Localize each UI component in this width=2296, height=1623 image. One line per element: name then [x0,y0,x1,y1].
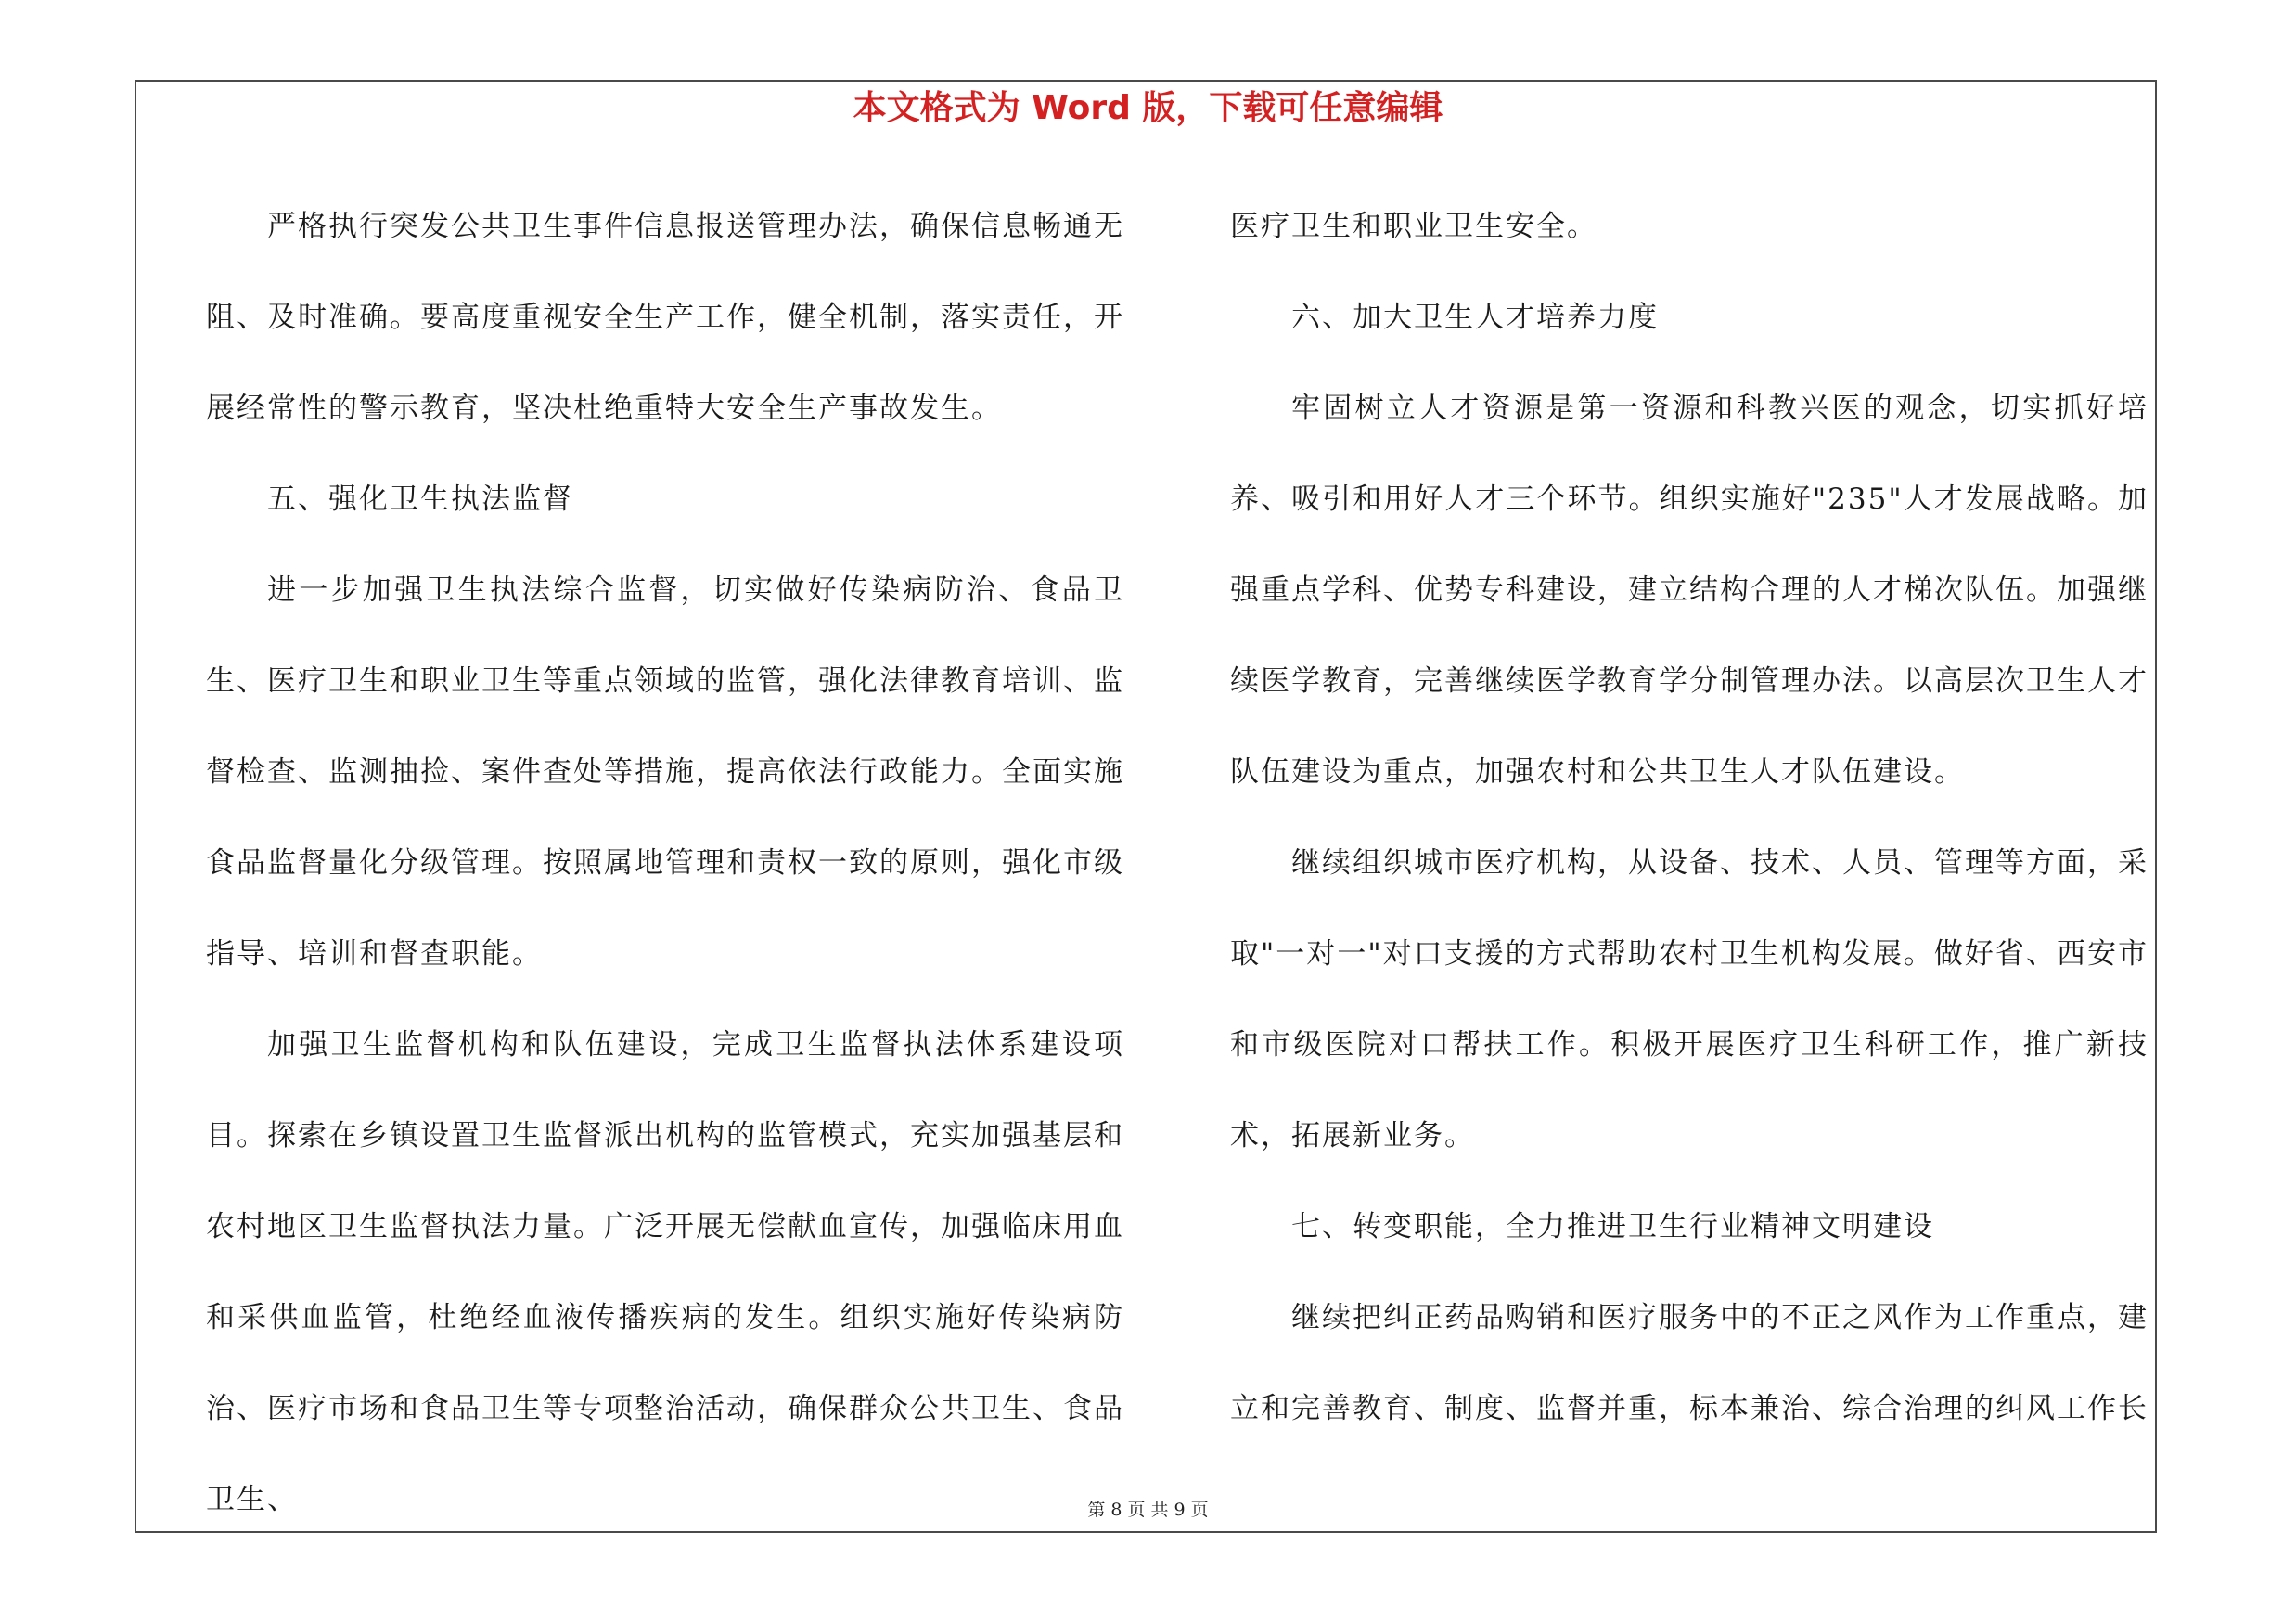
section-heading: 七、转变职能，全力推进卫生行业精神文明建设 [1291,1210,1934,1243]
right-column [1230,181,2148,1454]
left-column [206,181,1124,1545]
section-heading: 五、强化卫生执法监督 [267,483,573,516]
paragraph: 继续组织城市医疗机构，从设备、技术、人员、管理等方面，采取"一对一"对口支援的方式帮助农村卫生机构发展。做好省、西安市和市级医院对口帮扶工作。积极开展医疗卫生科研工作，推广新技术，拓展新业务。 [1230,846,2148,1153]
word-format-banner: 本文格式为 Word 版，下载可任意编辑 [853,89,1443,127]
paragraph: 加强卫生监督机构和队伍建设，完成卫生监督执法体系建设项目。探索在乡镇设置卫生监督派出机构的监管模式，充实加强基层和农村地区卫生监督执法力量。广泛开展无偿献血宣传，加强临床用血和采供血监管，杜绝经血液传播疾病的发生。组织实施好传染病防治、医疗市场和食品卫生等专项整治活动，确保群众公共卫生、食品卫生、 [206,1028,1124,1516]
paragraph: 继续把纠正药品购销和医疗服务中的不正之风作为工作重点，建立和完善教育、制度、监督并重，标本兼治、综合治理的纠风工作长 [1230,1301,2148,1425]
paragraph-continued: 医疗卫生和职业卫生安全。 [1230,210,1597,243]
page-number: 第 8 页 共 9 页 [1087,1500,1209,1520]
paragraph: 严格执行突发公共卫生事件信息报送管理办法，确保信息畅通无阻、及时准确。要高度重视安全生产工作，健全机制，落实责任，开展经常性的警示教育，坚决杜绝重特大安全生产事故发生。 [206,210,1124,425]
paragraph: 进一步加强卫生执法综合监督，切实做好传染病防治、食品卫生、医疗卫生和职业卫生等重点领域的监管，强化法律教育培训、监督检查、监测抽捡、案件查处等措施，提高依法行政能力。全面实施食品监督量化分级管理。按照属地管理和责权一致的原则，强化市级指导、培训和督查职能。 [206,573,1124,971]
paragraph: 牢固树立人才资源是第一资源和科教兴医的观念，切实抓好培养、吸引和用好人才三个环节。组织实施好"235"人才发展战略。加强重点学科、优势专科建设，建立结构合理的人才梯次队伍。加强继续医学教育，完善继续医学教育学分制管理办法。以高层次卫生人才队伍建设为重点，加强农村和公共卫生人才队伍建设。 [1230,392,2148,789]
section-heading: 六、加大卫生人才培养力度 [1291,301,1659,334]
